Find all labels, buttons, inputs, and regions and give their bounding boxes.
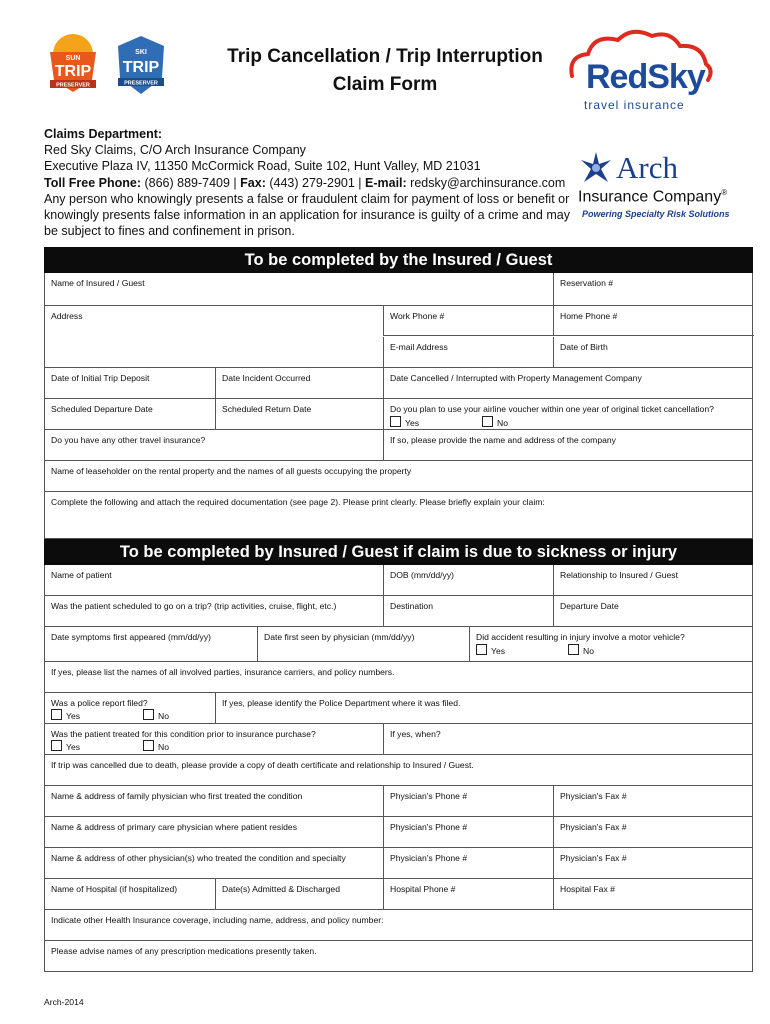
first-seen-date-field[interactable]: Date first seen by physician (mm/dd/yy) [257,627,469,661]
other-physician-field[interactable]: Name & address of other physician(s) who treated the condition and specialty [51,853,346,863]
other-physician-fax-field[interactable]: Physician's Fax # [553,848,754,878]
form-row [44,627,753,662]
other-insurance-field[interactable]: Do you have any other travel insurance? [51,435,206,445]
hospital-fax-field[interactable]: Hospital Fax # [553,879,754,909]
admitted-discharged-field[interactable]: Date(s) Admitted & Discharged [215,879,383,909]
date-of-birth-field[interactable]: Date of Birth [553,337,754,367]
form-row [44,430,753,461]
checkbox[interactable] [143,709,154,720]
redsky-tagline: travel insurance [584,98,685,112]
airline-voucher-question: Do you plan to use your airline voucher within one year of original ticket cancellation? Yes No [383,399,754,429]
form-title-line2: Claim Form [332,74,438,95]
claims-contact-block [44,126,574,239]
symptoms-date-field[interactable]: Date symptoms first appeared (mm/dd/yy) [51,632,211,642]
death-certificate-field[interactable]: If trip was cancelled due to death, please provide a copy of death certificate and relationship to Insured / Guest. [51,760,474,770]
home-phone-field[interactable]: Home Phone # [553,306,754,336]
family-physician-field[interactable]: Name & address of family physician who first treated the condition [51,791,303,801]
name-insured-field[interactable]: Name of Insured / Guest [51,278,145,288]
patient-dob-field[interactable]: DOB (mm/dd/yy) [383,565,553,595]
incident-date-field[interactable]: Date Incident Occurred [215,368,383,398]
arch-insurance-logo [578,150,728,226]
other-insurance-company-field[interactable]: If so, please provide the name and address of the company [383,430,754,460]
initial-deposit-field[interactable]: Date of Initial Trip Deposit [51,373,150,383]
ski-badge-top: SKI [135,49,147,56]
ski-badge-band: PRESERVER [124,80,158,87]
form-row [44,565,753,596]
police-department-field[interactable]: If yes, please identify the Police Department where it was filed. [215,693,754,723]
primary-physician-field[interactable]: Name & address of primary care physician where patient resides [51,822,297,832]
motor-vehicle-question: Did accident resulting in injury involve a motor vehicle? Yes No [469,627,754,661]
form-row [44,368,753,399]
motor-vehicle-yes-option[interactable]: Yes [476,644,505,657]
form-row [44,662,753,693]
checkbox[interactable] [51,740,62,751]
prior-treatment-no-option[interactable]: No [143,740,169,753]
police-report-question: Was a police report filed? Yes No [51,698,169,721]
arch-insurance-company: Insurance Company® [578,188,728,206]
police-yes-option[interactable]: Yes [51,709,80,722]
leaseholder-field[interactable]: Name of leaseholder on the rental property and the names of all guests occupying the property [51,466,412,476]
work-phone-field[interactable]: Work Phone # [383,306,553,336]
reservation-field[interactable]: Reservation # [553,273,754,305]
claims-dept-heading: Claims Department: [44,127,163,141]
form-row [44,941,753,972]
claim-explanation-field[interactable]: Complete the following and attach the required documentation (see page 2). Please print clearly. Please briefly explain your claim: [51,497,545,507]
scheduled-trip-field[interactable]: Was the patient scheduled to go on a trip? (trip activities, cruise, flight, etc.) [51,601,337,611]
treatment-when-field[interactable]: If yes, when? [383,724,754,754]
other-health-insurance-field[interactable]: Indicate other Health Insurance coverage, including name, address, and policy number: [51,915,384,925]
primary-physician-fax-field[interactable]: Physician's Fax # [553,817,754,847]
voucher-no-option[interactable]: No [482,416,508,429]
redsky-wordmark: RedSky [586,58,705,96]
sun-badge-top: SUN [65,55,81,62]
email-address-field[interactable]: E-mail Address [383,337,553,367]
scheduled-return-field[interactable]: Scheduled Return Date [215,399,383,429]
form-row [44,817,753,848]
patient-name-field[interactable]: Name of patient [51,570,112,580]
checkbox[interactable] [143,740,154,751]
section-insured-heading: To be completed by the Insured / Guest [44,247,753,273]
ski-badge-word: TRIP [122,59,160,76]
prior-treatment-question: Was the patient treated for this condition prior to insurance purchase? Yes No [51,729,316,752]
family-physician-fax-field[interactable]: Physician's Fax # [553,786,754,816]
contact-line2: Executive Plaza IV, 11350 McCormick Road, Suite 102, Hunt Valley, MD 21031 [44,159,481,174]
checkbox[interactable] [476,644,487,655]
arch-wordmark: Arch [616,150,678,185]
form-row [44,492,753,539]
scheduled-departure-field[interactable]: Scheduled Departure Date [51,404,153,414]
prior-treatment-yes-option[interactable]: Yes [51,740,80,753]
form-row [44,910,753,941]
primary-physician-phone-field[interactable]: Physician's Phone # [383,817,553,847]
form-row [44,786,753,817]
form-row [44,306,753,368]
form-row [44,693,753,724]
hospital-name-field[interactable]: Name of Hospital (if hospitalized) [51,884,178,894]
section-sickness-heading: To be completed by Insured / Guest if claim is due to sickness or injury [44,539,753,565]
voucher-yes-option[interactable]: Yes [390,416,419,429]
form-row [44,724,753,755]
family-physician-phone-field[interactable]: Physician's Phone # [383,786,553,816]
form-row [44,273,753,306]
arch-star-icon [578,150,614,186]
fraud-warning: Any person who knowingly presents a false or fraudulent claim for payment of loss or benefit or knowingly presents false information in an application for insurance is guilty of a crime and may be subject to fines and confinement in prison. [44,191,570,239]
redsky-logo [566,26,716,110]
contact-line1: Red Sky Claims, C/O Arch Insurance Company [44,143,306,158]
departure-date-field[interactable]: Departure Date [553,596,754,626]
checkbox[interactable] [390,416,401,427]
destination-field[interactable]: Destination [383,596,553,626]
form-row [44,848,753,879]
motor-vehicle-no-option[interactable]: No [568,644,594,657]
sun-badge-band: PRESERVER [56,82,90,89]
involved-parties-field[interactable]: If yes, please list the names of all involved parties, insurance carriers, and policy numbers. [51,667,395,677]
sun-badge-word: TRIP [54,63,92,80]
form-row [44,755,753,786]
form-row [44,399,753,430]
hospital-phone-field[interactable]: Hospital Phone # [383,879,553,909]
prescriptions-field[interactable]: Please advise names of any prescription medications presently taken. [51,946,317,956]
form-code-footer: Arch-2014 [44,997,84,1007]
form-title-line1: Trip Cancellation / Trip Interruption [227,46,543,67]
address-field[interactable]: Address [51,311,83,321]
checkbox[interactable] [482,416,493,427]
relationship-field[interactable]: Relationship to Insured / Guest [553,565,754,595]
form-row [44,596,753,627]
police-no-option[interactable]: No [143,709,169,722]
contact-phone-line: Toll Free Phone: (866) 889-7409 | Fax: (443) 279-2901 | E-mail: redsky@archinsurance.com [44,175,566,190]
date-cancelled-field[interactable]: Date Cancelled / Interrupted with Property Management Company [383,368,754,398]
checkbox[interactable] [51,709,62,720]
form-row [44,461,753,492]
other-physician-phone-field[interactable]: Physician's Phone # [383,848,553,878]
checkbox[interactable] [568,644,579,655]
arch-tagline: Powering Specialty Risk Solutions [582,209,730,219]
form-row [44,879,753,910]
